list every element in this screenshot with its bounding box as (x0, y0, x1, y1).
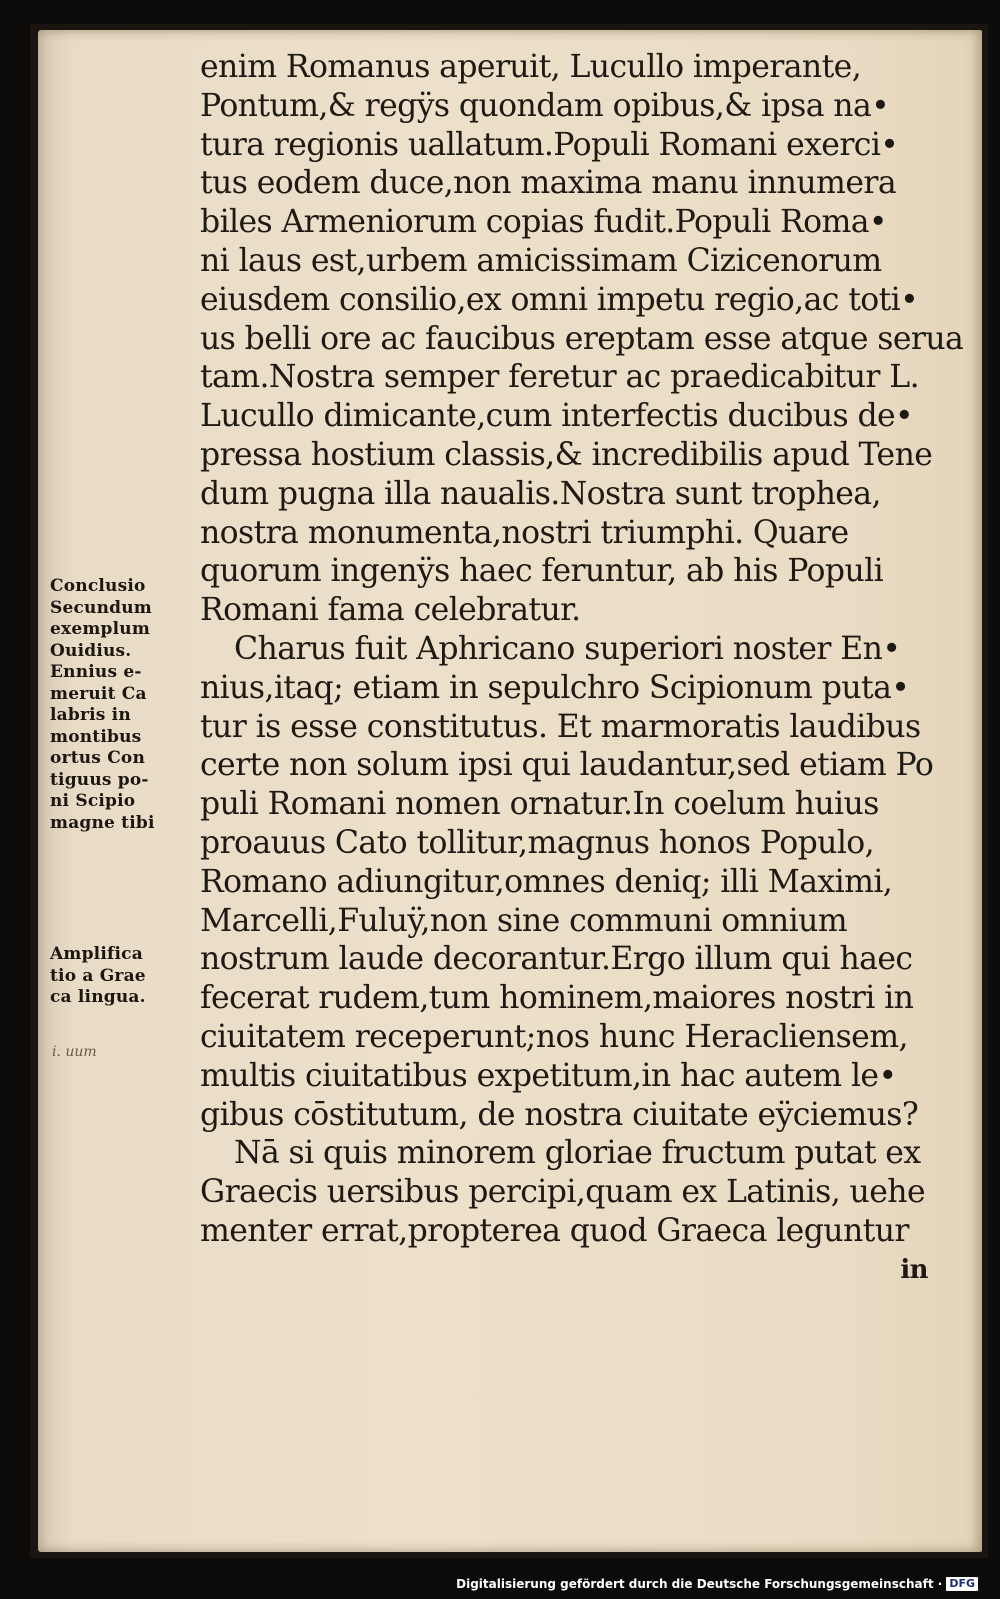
text-line: certe non solum ipsi qui laudantur,sed etiam Po (200, 747, 934, 784)
text-line: us belli ore ac faucibus ereptam esse atque serua (200, 320, 964, 357)
margin-note-line: Secundum (50, 597, 152, 618)
text-line: Romano adiungitur,omnes deniq; illi Maximi, (200, 863, 893, 900)
text-line: ni laus est,urbem amicissimam Cizicenorum (200, 242, 882, 279)
text-line: puli Romani nomen ornatur.In coelum huius (200, 786, 879, 823)
margin-note-conclusio (50, 576, 190, 834)
margin-note-line: Amplifica (50, 944, 143, 964)
margin-note-line: labris in (50, 705, 131, 725)
text-line: menter errat,propterea quod Graeca leguntur (200, 1212, 909, 1249)
margin-note-line: montibus (50, 726, 142, 747)
main-text-block (200, 48, 964, 1290)
text-line: Pontum,& regÿs quondam opibus,& ipsa na• (200, 87, 890, 124)
text-line: Romani fama celebratur. (200, 592, 581, 629)
margin-note-line: Conclusio (50, 576, 146, 596)
margin-note-line: meruit Ca (50, 683, 147, 704)
text-line: tura regionis uallatum.Populi Romani exerci• (200, 126, 899, 163)
margin-notes (50, 576, 190, 1009)
text-line: multis ciuitatibus expetitum,in hac autem le• (200, 1057, 897, 1094)
text-line: pressa hostium classis,& incredibilis apud Tene (200, 436, 933, 473)
text-line: tus eodem duce,non maxima manu innumera (200, 165, 896, 202)
dfg-logo: DFG (946, 1577, 978, 1591)
margin-note-line: magne tibi (50, 812, 155, 833)
text-line: quorum ingenÿs haec feruntur, ab his Populi (200, 553, 884, 590)
text-line: in (900, 1254, 928, 1285)
margin-note-line: ca lingua. (50, 987, 146, 1007)
digitization-footer (456, 1577, 978, 1591)
text-line: fecerat rudem,tum hominem,maiores nostri in (200, 980, 914, 1017)
margin-note-line: exemplum (50, 619, 151, 639)
text-line: gibus cōstitutum, de nostra ciuitate eÿciemus? (200, 1096, 919, 1133)
margin-note-line: Ennius e- (50, 662, 142, 682)
margin-note-amplificatio (50, 944, 190, 1009)
margin-note-line: ni Scipio (50, 791, 136, 811)
margin-note-line: tio a Grae (50, 965, 146, 986)
stray-marginal-mark: i. uum (52, 1044, 97, 1060)
text-line: nostrum laude decorantur.Ergo illum qui haec (200, 941, 913, 978)
text-line: proauus Cato tollitur,magnus honos Populo, (200, 824, 875, 861)
text-line: biles Armeniorum copias fudit.Populi Roma• (200, 204, 887, 241)
text-line: Graecis uersibus percipi,quam ex Latinis, uehe (200, 1174, 926, 1211)
text-line: enim Romanus aperuit, Lucullo imperante, (200, 49, 862, 85)
text-line: nostra monumenta,nostri triumphi. Quare (200, 514, 849, 551)
margin-note-line: tiguus po- (50, 769, 149, 790)
footer-text: Digitalisierung gefördert durch die Deutsche Forschungsgemeinschaft · (456, 1577, 943, 1591)
text-line: Nā si quis minorem gloriae fructum putat ex (234, 1135, 921, 1172)
text-line: Charus fuit Aphricano superiori noster En• (234, 630, 901, 667)
text-line: dum pugna illa naualis.Nostra sunt trophea, (200, 475, 881, 512)
text-line: tam.Nostra semper feretur ac praedicabitur L. (200, 359, 920, 396)
text-line: nius,itaq; etiam in sepulchro Scipionum puta• (200, 669, 910, 706)
text-line: eiusdem consilio,ex omni impetu regio,ac toti• (200, 281, 919, 318)
text-line: Marcelli,Fuluÿ,non sine communi omnium (200, 902, 848, 939)
text-line: Lucullo dimicante,cum interfectis ducibus de• (200, 398, 914, 435)
margin-note-line: Ouidius. (50, 640, 132, 661)
text-line: tur is esse constitutus. Et marmoratis laudibus (200, 708, 921, 745)
margin-note-line: ortus Con (50, 748, 146, 768)
text-line: ciuitatem receperunt;nos hunc Heracliensem, (200, 1018, 908, 1055)
